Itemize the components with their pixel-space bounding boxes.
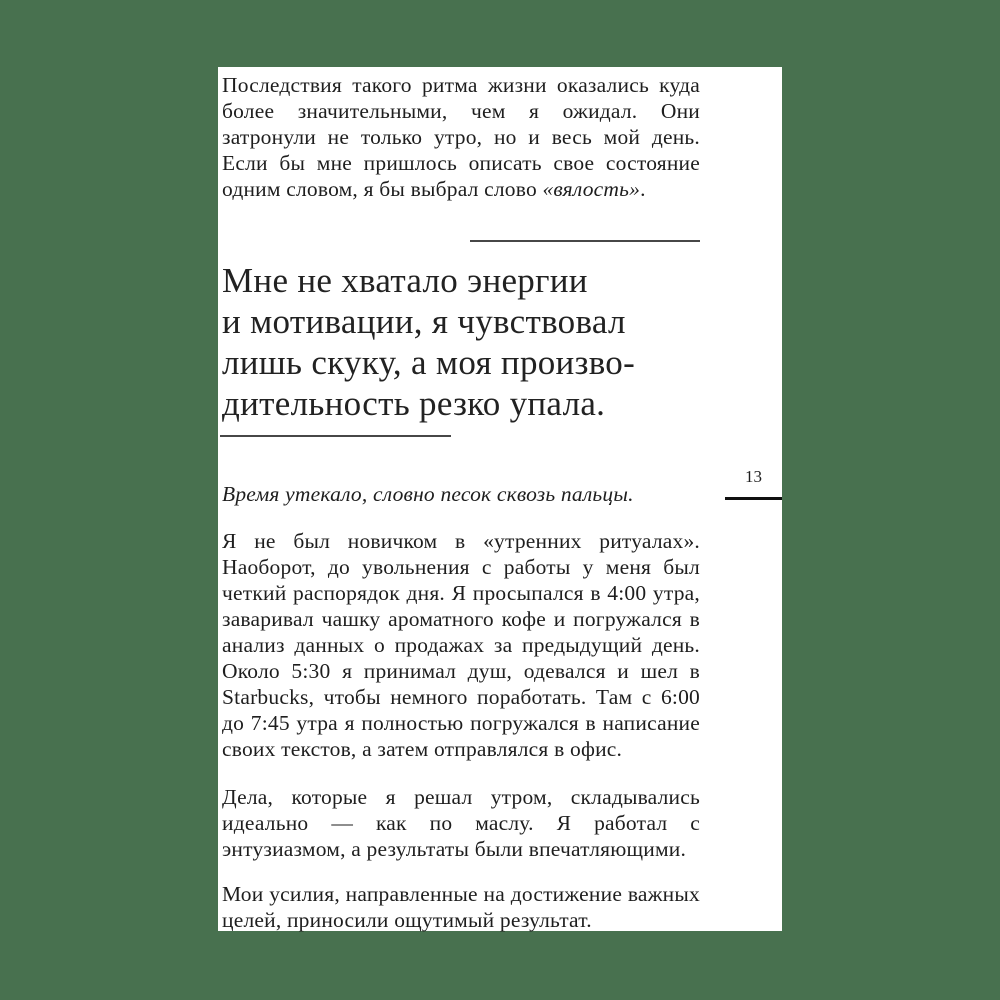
pull-quote-line-2: и мотивации, я чувствовал bbox=[222, 302, 626, 341]
pull-quote bbox=[222, 260, 700, 424]
pull-quote-line-4: дительность резко упала. bbox=[222, 384, 606, 423]
paragraph-consequences-text: Последствия такого ритма жизни оказались куда более значительными, чем я ожидал. Они затронули не только утро, но и весь мой день. Если бы мне пришлось описать свое состояние одним словом, я бы выбрал слово bbox=[222, 73, 700, 201]
paragraph-consequences-period: . bbox=[640, 177, 646, 201]
pull-quote-divider-top bbox=[470, 240, 700, 242]
paragraph-efforts-result: Мои усилия, направленные на достижение важных целей, приносили ощутимый результат. bbox=[222, 882, 700, 932]
page-number-block bbox=[725, 467, 782, 487]
paragraph-consequences-italic-word: «вялость» bbox=[542, 177, 641, 201]
text-column bbox=[222, 67, 700, 933]
lead-in-italic-line: Время утекало, словно песок сквозь пальцы. bbox=[222, 482, 634, 506]
paragraph-consequences bbox=[222, 72, 700, 202]
pull-quote-line-1: Мне не хватало энергии bbox=[222, 261, 588, 300]
paragraph-morning-rituals: Я не был новичком в «утренних ритуалах». Наоборот, до увольнения с работы у меня был четкий распорядок дня. Я просыпался в 4:00 утра, заваривал чашку ароматного кофе и погружался в анализ данных о продажах за предыдущий день. Около 5:30 я принимал душ, одевался и шел в Starbucks, чтобы немного поработать. Там с 6:00 до 7:45 утра я полностью погружался в написание своих текстов, а затем отправлялся в офис. bbox=[222, 529, 700, 761]
page-number-underline bbox=[725, 497, 782, 500]
book-page bbox=[218, 67, 782, 931]
paragraph-morning-tasks: Дела, которые я решал утром, складывались идеально — как по маслу. Я работал с энтузиазмом, а результаты были впечатляющими. bbox=[222, 785, 700, 861]
pull-quote-divider-bottom bbox=[220, 435, 451, 437]
page-number: 13 bbox=[745, 467, 762, 486]
pull-quote-line-3: лишь скуку, а моя произво- bbox=[222, 343, 636, 382]
